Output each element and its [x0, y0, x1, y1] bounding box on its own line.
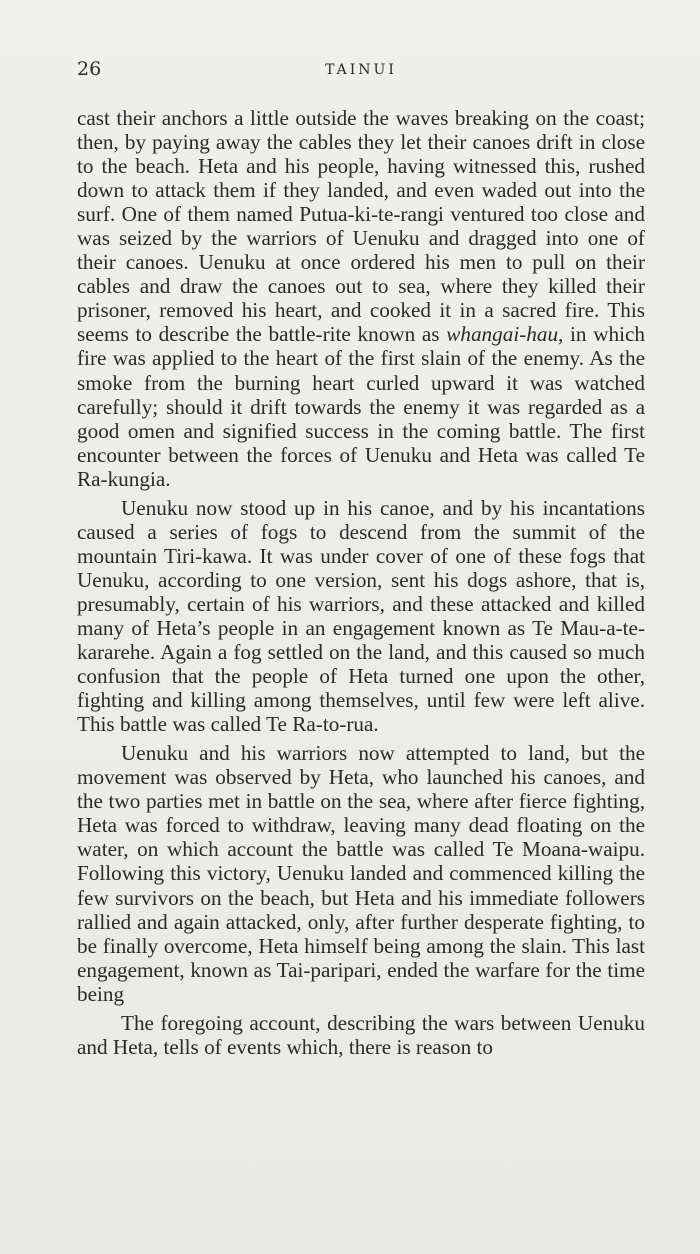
paragraph-2: Uenuku now stood up in his canoe, and by his incantations caused a series of fogs to descend from the summit of the mountain Tiri-kawa. It was under cover of one of these fogs that Uenuku, according to one version, sent his dogs ashore, that is, presumably, certain of his warriors, and these attacked and killed many of Heta’s people in an engagement known as Te Mau-a-te-kararehe. Again a fog settled on the land, and this caused so much confusion that the people of Heta turned one upon the other, fighting and killing among themselves, until few were left alive. This battle was called Te Ra-to-rua.	[77, 495, 645, 737]
body-text	[77, 106, 645, 1064]
paragraph-1-text-start: cast their anchors a little outside the waves breaking on the coast; then, by paying away the cables they let their canoes drift in close to the beach. Heta and his people, having witnessed this, rushed down to attack them if they landed, and even waded out into the surf. One of them named Putua-ki-te-rangi ventured too close and was seized by the warriors of Uenuku and dragged into one of their canoes. Uenuku at once ordered his men to pull on their cables and draw the canoes out to sea, where they killed their prisoner, removed his heart, and cooked it in a sacred fire. This seems to describe the battle-rite known as	[77, 106, 645, 347]
paragraph-3: Uenuku and his warriors now attempted to land, but the movement was observed by Heta, who launched his canoes, and the two parties met in battle on the sea, where after fierce fighting, Heta was forced to withdraw, leaving many dead floating on the water, on which account the battle was called Te Moana-waipu. Following this victory, Uenuku landed and commenced killing the few survivors on the beach, but Heta and his immediate followers rallied and again attacked, only, after further desperate fighting, to be finally overcome, Heta himself being among the slain. This last engagement, known as Tai-paripari, ended the warfare for the time being	[77, 741, 645, 1006]
page-number: 26	[77, 58, 102, 80]
paragraph-4: The foregoing account, describing the wars between Uenuku and Heta, tells of events which, there is reason to	[77, 1010, 645, 1059]
running-head	[77, 58, 645, 82]
paragraph-1-text-end: in which fire was applied to the heart of the first slain of the enemy. As the smoke from the burning heart curled upward it was watched carefully; should it drift towards the enemy it was regarded as a good omen and signified success in the coming battle. The first encounter between the forces of Uenuku and Heta was called Te Ra-kungia.	[77, 322, 645, 491]
paragraph-1	[77, 106, 645, 491]
paragraph-1-italic-term: whangai-hau,	[446, 322, 564, 347]
running-title: TAINUI	[325, 62, 397, 78]
